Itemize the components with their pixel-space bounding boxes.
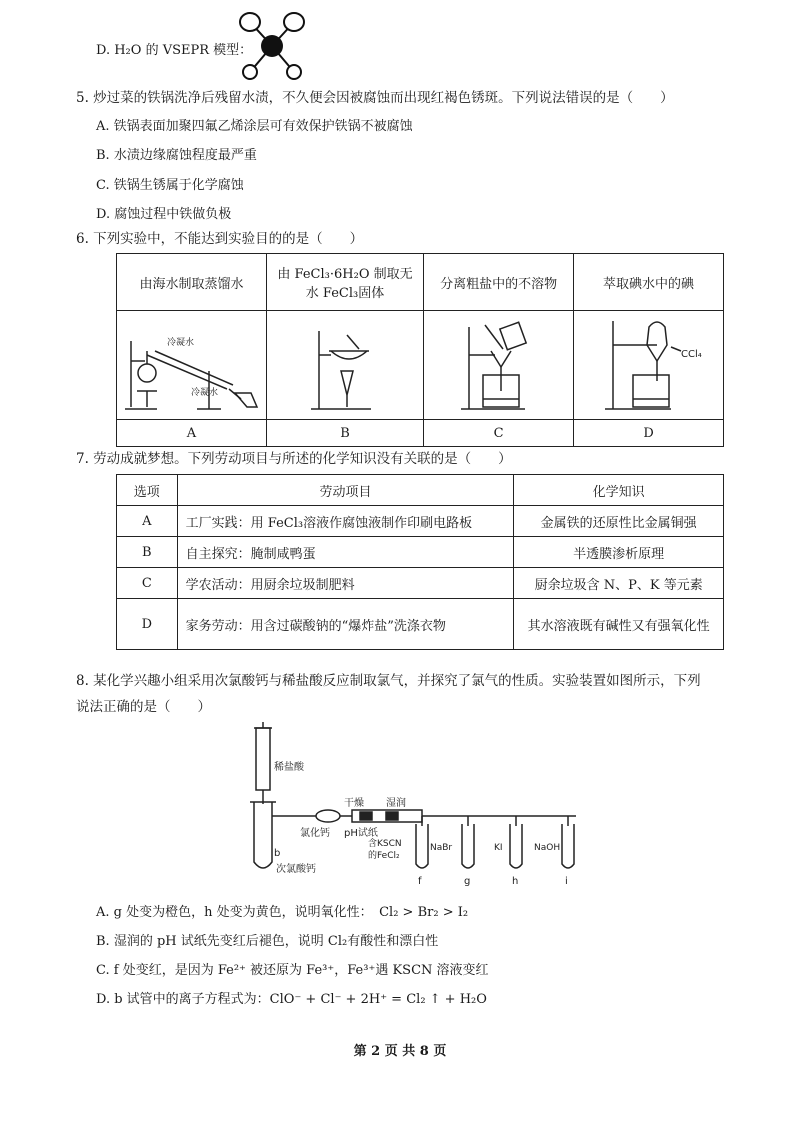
q8-label-dilute-hcl: 稀盐酸 [274,762,304,773]
q8-option-a: A. g 处变为橙色，h 处变为黄色，说明氧化性： Cl₂ > Br₂ > I₂ [96,905,469,920]
q8-label-kscn-2: 的FeCl₂ [368,851,400,861]
q7-row-d-project: 家务劳动：用含过碳酸钠的“爆炸盐”洗涤衣物 [177,599,514,650]
q8-label-cacl2: 氯化钙 [300,828,330,839]
q8-label-naoh: NaOH [534,843,561,853]
q7-table [116,474,724,650]
q7-row-a-project: 工厂实践：用 FeCl₃溶液作腐蚀液制作印刷电路板 [177,506,514,537]
q7-col-option: 选项 [117,475,178,506]
q7-col-knowledge: 化学知识 [514,475,724,506]
q7-stem: 7. 劳动成就梦想。下列劳动项目与所述的化学知识没有关联的是（ ） [76,451,512,467]
q8-label-ph-paper: pH试纸 [344,828,378,839]
q8-label-kscn-1: 含KSCN [368,839,402,849]
q4-option-d: D. H₂O 的 VSEPR 模型： [96,43,253,58]
q7-row-a-knowledge: 金属铁的还原性比金属铜强 [514,506,724,537]
q5-stem: 5. 炒过菜的铁锅洗净后残留水渍，不久便会因被腐蚀而出现红褐色锈斑。下列说法错误的是（ ） [76,90,674,106]
q6-label-a: A [117,420,267,447]
q6-apparatus-c [424,311,574,420]
extraction-apparatus-figure [575,311,723,415]
q7-row-c-project: 学农活动：用厨余垃圾制肥料 [177,568,514,599]
q8-label-dry: 干燥 [344,798,364,809]
q8-label-wet: 湿润 [386,798,406,809]
q8-option-c: C. f 处变红，是因为 Fe²⁺ 被还原为 Fe³⁺，Fe³⁺遇 KSCN 溶液变红 [96,963,489,978]
q7-row-c [117,568,724,599]
q6-label-d: D [574,420,724,447]
q8-stem-line1: 8. 某化学兴趣小组采用次氯酸钙与稀盐酸反应制取氯气，并探究了氯气的性质。实验装置如图所示，下列 [76,673,701,689]
q8-option-d: D. b 试管中的离子方程式为：ClO⁻ + Cl⁻ + 2H⁺ = Cl₂ ↑ + H₂O [96,992,487,1007]
q6-header-b: 由 FeCl₃·6H₂O 制取无水 FeCl₃固体 [266,254,423,311]
q6-header-a: 由海水制取蒸馏水 [117,254,267,311]
q8-label-caclo2: 次氯酸钙 [276,864,316,875]
q5-option-a: A. 铁锅表面加聚四氟乙烯涂层可有效保护铁锅不被腐蚀 [96,119,413,134]
q8-label-b: b [274,848,281,859]
q7-col-project: 劳动项目 [177,475,514,506]
q8-label-f: f [418,876,422,887]
q8-stem-line2: 说法正确的是（ ） [76,699,211,715]
evaporation-apparatus-figure [271,311,419,415]
q7-row-a [117,506,724,537]
q6-label-c: C [424,420,574,447]
vsepr-model-figure [236,8,308,82]
q8-label-h: h [512,876,519,887]
q6-label-b: B [266,420,423,447]
q7-row-b-project: 自主探究：腌制咸鸭蛋 [177,537,514,568]
q8-label-g: g [464,876,471,887]
q7-row-a-option: A [117,506,178,537]
q6-apparatus-a [117,311,267,420]
q7-row-d [117,599,724,650]
q6-apparatus-b [266,311,423,420]
q6-header-c: 分离粗盐中的不溶物 [424,254,574,311]
q6-apparatus-d [574,311,724,420]
q8-label-ki: KI [494,843,503,853]
q5-option-d: D. 腐蚀过程中铁做负极 [96,207,232,222]
q6-stem: 6. 下列实验中，不能达到实验目的的是（ ） [76,231,364,247]
q6-cond-water-2: 冷凝水 [191,388,219,398]
q7-row-c-option: C [117,568,178,599]
q5-option-c: C. 铁锅生锈属于化学腐蚀 [96,178,244,193]
q8-option-b: B. 湿润的 pH 试纸先变红后褪色，说明 Cl₂有酸性和漂白性 [96,934,439,949]
q6-header-d: 萃取碘水中的碘 [574,254,724,311]
q7-row-b [117,537,724,568]
q6-table [116,253,724,447]
q7-row-d-knowledge: 其水溶液既有碱性又有强氧化性 [514,599,724,650]
page-footer: 第 2 页 共 8 页 [353,1044,447,1059]
q5-option-b: B. 水渍边缘腐蚀程度最严重 [96,148,257,163]
distillation-apparatus-figure [117,311,265,415]
q8-label-i: i [565,876,568,887]
q7-row-d-option: D [117,599,178,650]
chlorine-apparatus-figure [236,722,606,890]
q7-row-b-knowledge: 半透膜渗析原理 [514,537,724,568]
q6-cond-water-1: 冷凝水 [167,338,195,348]
q7-row-b-option: B [117,537,178,568]
q8-label-nabr: NaBr [430,843,453,853]
q6-ccl4-label: CCl₄ [680,349,702,360]
q7-row-c-knowledge: 厨余垃圾含 N、P、K 等元素 [514,568,724,599]
filtration-apparatus-figure [425,311,573,415]
